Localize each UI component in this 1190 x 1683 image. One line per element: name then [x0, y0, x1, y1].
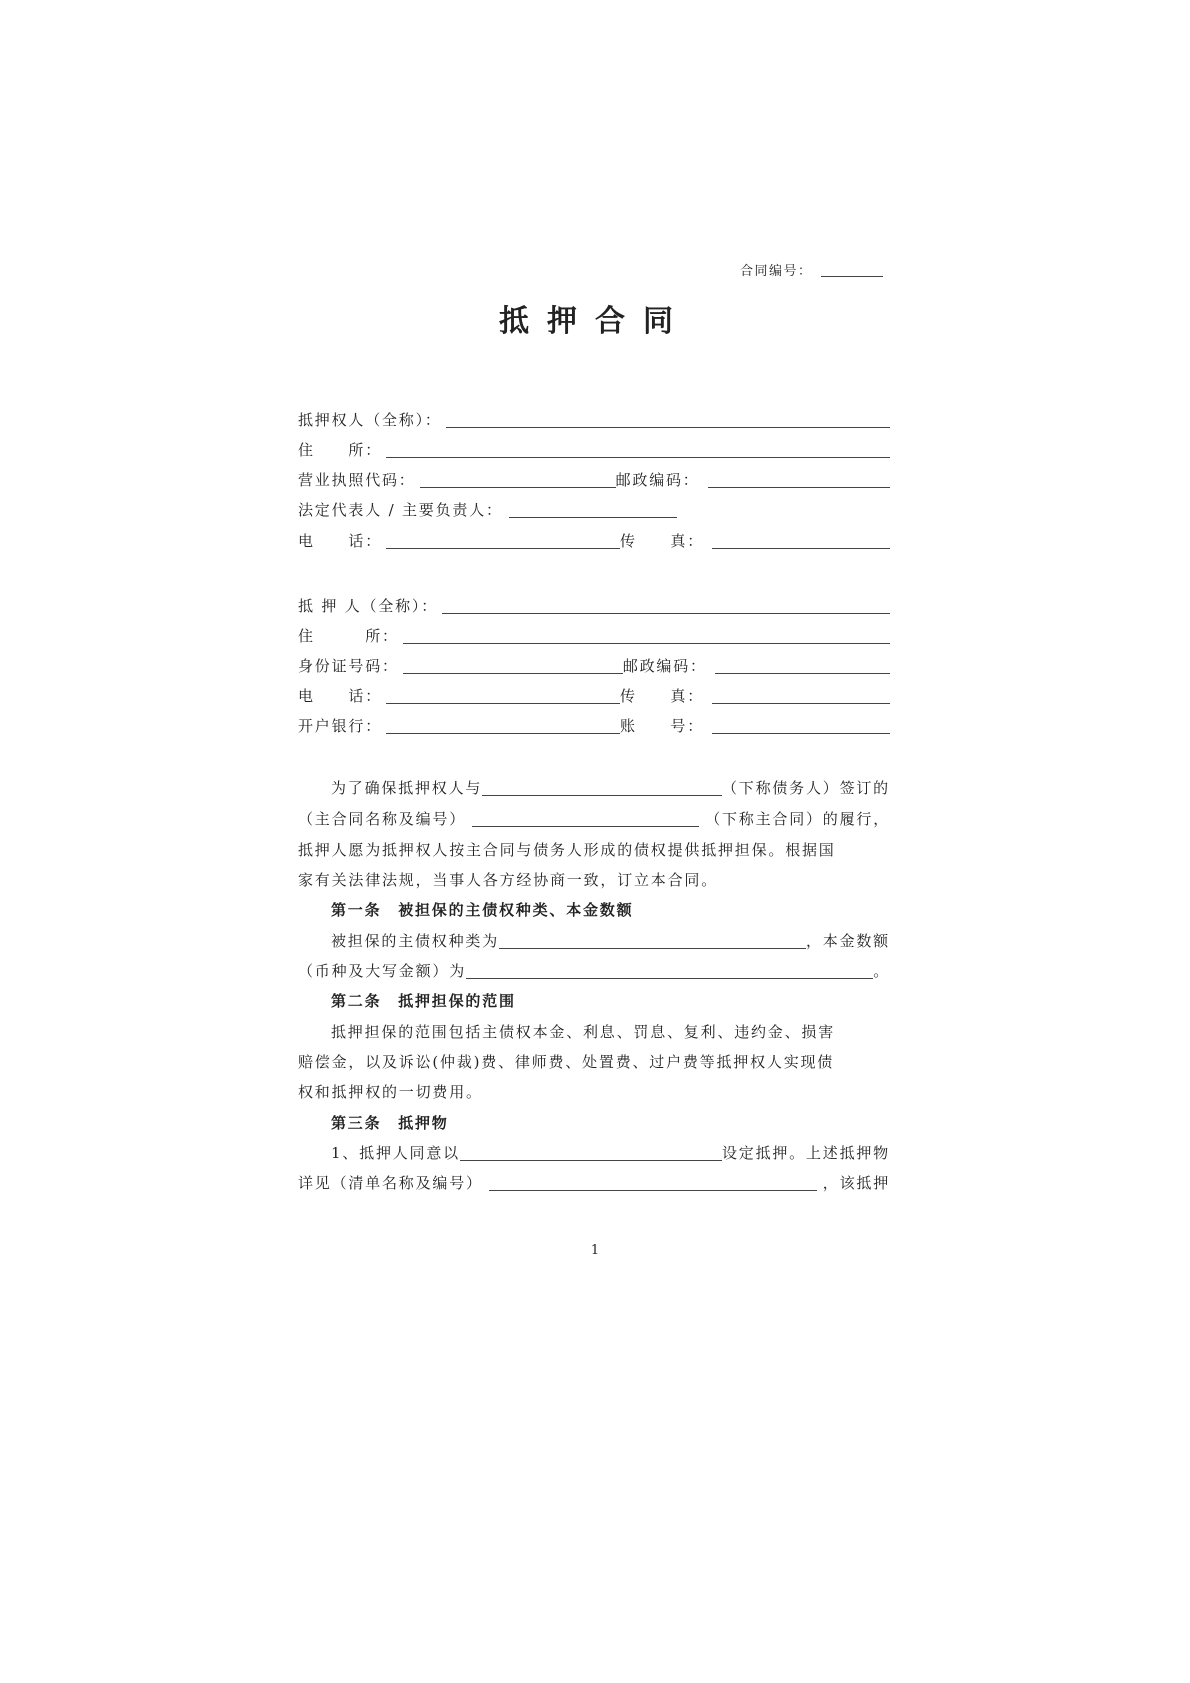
article-2-line: 赔偿金，以及诉讼(仲裁)费、律师费、处置费、过户费等抵押权人实现债 [298, 1053, 835, 1071]
debtor-blank [482, 794, 722, 796]
field-label: 抵押权人（全称）： [298, 411, 442, 429]
field-label: 身份证号码： [298, 657, 399, 675]
field-label: 住 所： [298, 627, 399, 645]
field-label: 邮政编码： [622, 657, 707, 675]
field-label: 法定代表人 / 主要负责人： [298, 501, 503, 519]
article-1-heading: 第一条 被担保的主债权种类、本金数额 [331, 901, 634, 919]
fill-blank [712, 702, 890, 704]
article-2-line: 权和抵押权的一切费用。 [298, 1083, 483, 1101]
field-label: 抵 押 人（全称）： [298, 597, 439, 615]
mortgagor-name-row [298, 592, 890, 616]
article-3-line [298, 1139, 890, 1163]
article-3-line [298, 1169, 890, 1193]
field-label: 电 话： [298, 687, 383, 705]
fill-blank [403, 642, 890, 644]
field-label: 电 话： [298, 532, 383, 550]
amount-blank [466, 977, 873, 979]
text: 1、抵押人同意以 [331, 1144, 460, 1162]
article-2-line: 抵押担保的范围包括主债权本金、利息、罚息、复利、违约金、损害 [331, 1023, 836, 1041]
preamble-line: 家有关法律法规，当事人各方经协商一致，订立本合同。 [298, 871, 719, 889]
fill-blank [420, 486, 616, 488]
text: （主合同名称及编号） [298, 810, 467, 828]
mortgagor-bank-row [298, 712, 890, 736]
fill-blank [509, 516, 677, 518]
text: 为了确保抵押权人与 [331, 779, 483, 797]
text: ，本金数额 [805, 932, 890, 950]
text: ，该抵押 [822, 1174, 890, 1192]
text: 被担保的主债权种类为 [331, 932, 500, 950]
main-contract-blank [472, 825, 699, 827]
text: （下称主合同）的履行， [705, 810, 890, 828]
field-label: 传 真： [620, 532, 705, 550]
document-title: 抵押合同 [499, 304, 691, 339]
field-label: 传 真： [620, 687, 705, 705]
fill-blank [446, 426, 890, 428]
article-1-line [298, 927, 890, 951]
mortgagee-phone-row [298, 527, 890, 551]
mortgagee-address-row [298, 436, 890, 460]
fill-blank [442, 612, 890, 614]
fill-blank [715, 672, 890, 674]
fill-blank [712, 732, 890, 734]
contract-number [740, 260, 883, 279]
article-3-heading: 第三条 抵押物 [331, 1114, 449, 1132]
field-label: 账 号： [620, 717, 705, 735]
field-label: 营业执照代码： [298, 471, 416, 489]
preamble-line: 抵押人愿为抵押权人按主合同与债务人形成的债权提供抵押担保。根据国 [298, 841, 836, 859]
text: 设定抵押。上述抵押物 [721, 1144, 890, 1162]
text: （下称债务人）签订的 [721, 779, 890, 797]
text: 。 [873, 962, 890, 980]
article-2-heading: 第二条 抵押担保的范围 [331, 992, 516, 1010]
mortgagor-phone-row [298, 682, 890, 706]
page-number: 1 [590, 1243, 600, 1258]
fill-blank [386, 547, 620, 549]
fill-blank [708, 486, 890, 488]
text: （币种及大写金额）为 [298, 962, 467, 980]
mortgagor-address-row [298, 622, 890, 646]
contract-number-label: 合同编号： [740, 264, 813, 279]
mortgagee-license-row [298, 466, 890, 490]
contract-number-blank [821, 275, 883, 277]
preamble-line [298, 805, 890, 829]
list-blank [489, 1189, 817, 1191]
preamble-line [298, 774, 890, 798]
field-label: 开户银行： [298, 717, 383, 735]
field-label: 邮政编码： [615, 471, 700, 489]
text: 详见（清单名称及编号） [298, 1174, 483, 1192]
field-label: 住 所： [298, 441, 383, 459]
collateral-blank [460, 1159, 722, 1161]
fill-blank [386, 456, 890, 458]
mortgagor-id-row [298, 652, 890, 676]
mortgagee-legal-rep-row [298, 496, 890, 520]
fill-blank [386, 732, 620, 734]
fill-blank [386, 702, 620, 704]
fill-blank [403, 672, 623, 674]
mortgagee-name-row [298, 406, 890, 430]
claim-type-blank [499, 947, 806, 949]
fill-blank [712, 547, 890, 549]
article-1-line [298, 957, 890, 981]
